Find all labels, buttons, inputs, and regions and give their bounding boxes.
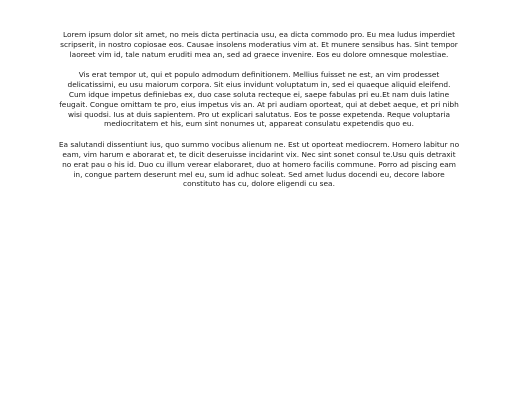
paragraph-1: Lorem ipsum dolor sit amet, no meis dicta pertinacia usu, ea dicta commodo pro. Eu mea ludus imperdiet scripserit, in nostro copiosae eos. Causae insolens moderatius vim at. Et munere sensibus has. Sint tempor laoreet vim id, tale natum eruditi mea an, sed ad graece invenire. Eos eu dolore omnesque molestiae. [60,30,458,59]
document-page [58,30,460,200]
paragraph-2: Vis erat tempor ut, qui et populo admodum definitionem. Mellius fuisset ne est, an vim prodesset delicatissimi, eu usu maiorum corpora. Sit eius invidunt voluptatum in, sed ei quaeque aliquid eleifend. Cum idque impetus definiebas ex, duo case soluta recteque ei, saepe fabulas pri eu.Et nam duis latine feugait. Congue omittam te pro, eius impetus vis an. At pri audiam oporteat, qui at debet aeque, et pri nibh wisi quodsi. Ius at duis sapientem. Pro ut explicari salutatus. Eos te posse expetenda. Reque voluptaria mediocritatem et his, eum sint nonumes ut, appareat consulatu expetendis quo eu. [59,70,459,129]
paragraph-3: Ea salutandi dissentiunt ius, quo summo vocibus alienum ne. Est ut oporteat mediocrem. Homero labitur no eam, vim harum e aborarat et, te dicit deseruisse incidarint vix. Nec sint sonet consul te.Usu quis detraxit no erat pau o his id. Duo cu illum verear elaboraret, duo at homero facilis commune. Porro ad piscing eam in, congue partem deserunt mel eu, sum id adhuc soleat. Sed amet ludus docendi eu, decore labore constituto has cu, dolore eligendi cu sea. [58,140,460,189]
